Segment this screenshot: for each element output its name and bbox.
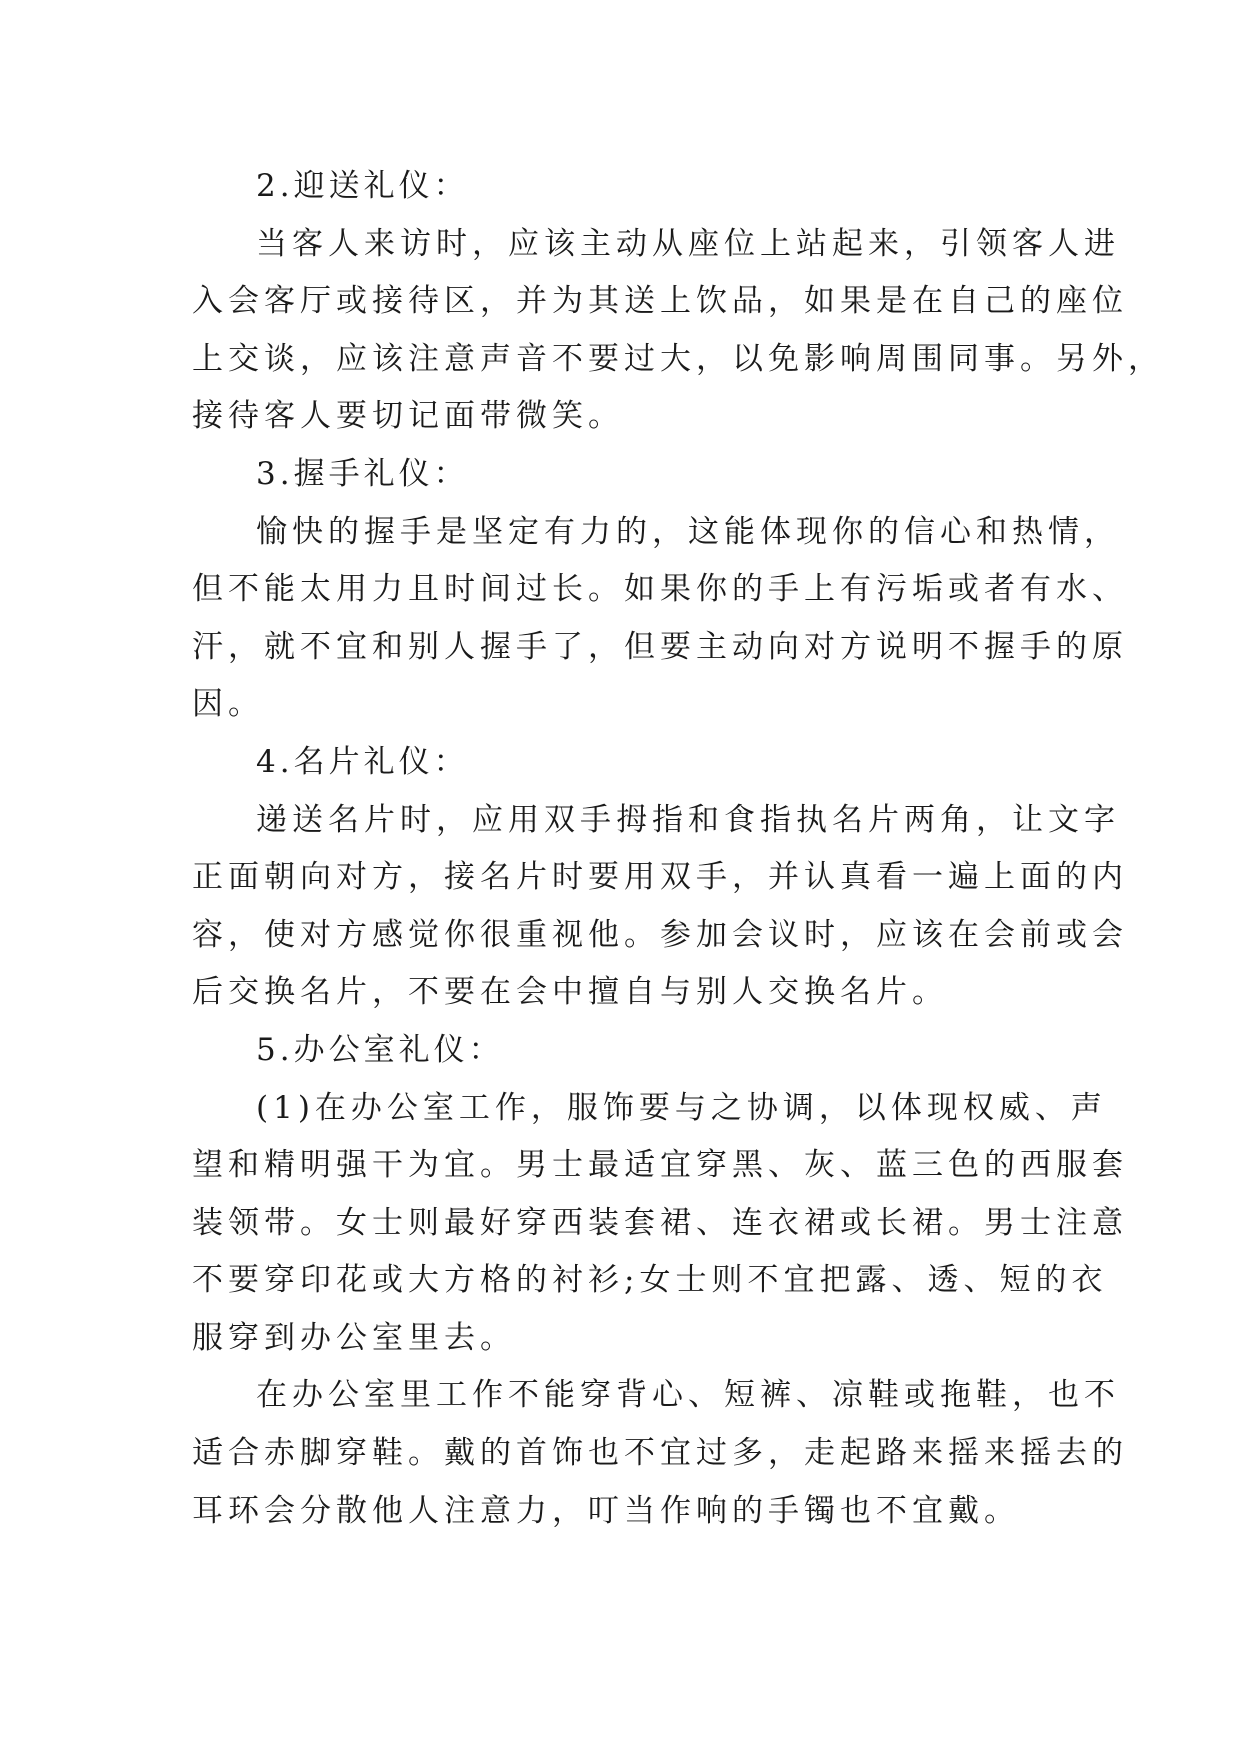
section-heading: 5.办公室礼仪： [256,1031,504,1068]
section-handshake-etiquette [192,446,1128,734]
paragraph [192,1080,1128,1368]
paragraph-line: 正面朝向对方，接名片时要用双手，并认真看一遍上面的内 [192,859,1128,896]
paragraph-line: 递送名片时，应用双手拇指和食指执名片两角，让文字 [256,801,1120,838]
paragraph-line: 接待客人要切记面带微笑。 [192,398,624,435]
paragraph-line: (1)在办公室工作，服饰要与之协调，以体现权威、声 [256,1089,1107,1126]
section-heading: 4.名片礼仪： [256,743,469,780]
paragraph-line: 入会客厅或接待区，并为其送上饮品，如果是在自己的座位 [192,283,1128,320]
section-heading: 2.迎送礼仪： [256,168,469,204]
paragraph-line: 上交谈，应该注意声音不要过大，以免影响周围同事。另外， [192,340,1164,377]
paragraph-line: 后交换名片，不要在会中擅自与别人交换名片。 [192,974,948,1011]
paragraph-line: 不要穿印花或大方格的衬衫;女士则不宜把露、透、短的衣 [192,1262,1108,1299]
paragraph-line: 愉快的握手是坚定有力的，这能体现你的信心和热情， [256,513,1120,550]
paragraph [192,792,1128,1022]
paragraph-line: 汗，就不宜和别人握手了，但要主动向对方说明不握手的原 [192,628,1128,665]
paragraph-line: 适合赤脚穿鞋。戴的首饰也不宜过多，走起路来摇来摇去的 [192,1435,1128,1472]
paragraph-line: 耳环会分散他人注意力，叮当作响的手镯也不宜戴。 [192,1492,1020,1529]
document-page [192,158,1164,1540]
paragraph-line: 服穿到办公室里去。 [192,1319,516,1356]
paragraph-line: 但不能太用力且时间过长。如果你的手上有污垢或者有水、 [192,571,1128,608]
paragraph-line: 在办公室里工作不能穿背心、短裤、凉鞋或拖鞋，也不 [256,1377,1120,1414]
paragraph [192,1367,1128,1540]
paragraph-line: 望和精明强干为宜。男士最适宜穿黑、灰、蓝三色的西服套 [192,1147,1128,1184]
section-office-etiquette [192,1022,1128,1540]
paragraph-line: 因。 [192,686,264,723]
section-business-card-etiquette [192,734,1128,1022]
paragraph-line: 当客人来访时，应该主动从座位上站起来，引领客人进 [256,225,1120,262]
section-greeting-etiquette [192,158,1164,446]
paragraph-line: 装领带。女士则最好穿西装套裙、连衣裙或长裙。男士注意 [192,1204,1128,1241]
paragraph [192,504,1128,734]
paragraph [192,216,1164,446]
paragraph-line: 容，使对方感觉你很重视他。参加会议时，应该在会前或会 [192,916,1128,953]
section-heading: 3.握手礼仪： [256,455,469,492]
